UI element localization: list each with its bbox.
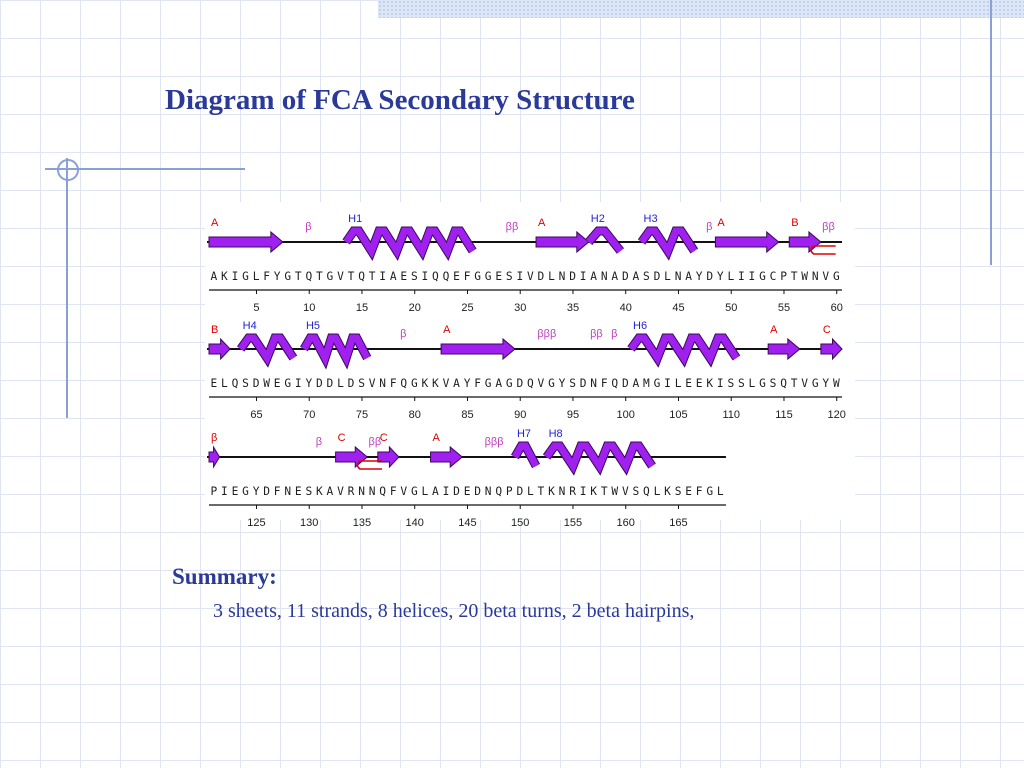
- strand-arrow: [431, 447, 463, 467]
- strand-arrow: [441, 339, 515, 359]
- ruler-tick-label: 65: [250, 409, 263, 421]
- ruler-tick-label: 60: [830, 302, 843, 314]
- helix-label: H3: [643, 213, 658, 225]
- beta-turn-label: β: [611, 328, 618, 340]
- strand-label: A: [432, 432, 440, 444]
- ruler-tick-label: 35: [566, 302, 580, 314]
- ruler-tick-label: 140: [405, 517, 424, 529]
- ruler-tick-label: 70: [303, 409, 316, 421]
- ruler-tick-label: 45: [672, 302, 685, 314]
- strand-label: C: [822, 324, 831, 336]
- decorative-ring-icon: [57, 159, 79, 181]
- strand-label: A: [211, 217, 219, 229]
- ruler-tick-label: 5: [253, 302, 260, 314]
- sequence-line: A K I G L F Y G T Q T G V T Q T I A E S I Q Q E F G G E S I V D L N D I A N A D A S D L N A Y D Y L I I G C P T W N V G: [210, 270, 840, 283]
- helix-label: H5: [305, 320, 321, 332]
- summary-heading: Summary:: [172, 564, 277, 589]
- strand-label: A: [443, 324, 451, 336]
- strand-label: A: [717, 217, 725, 229]
- strand-arrow: [768, 339, 800, 359]
- ruler-tick-label: 55: [777, 302, 791, 314]
- strand-label: B: [791, 217, 799, 229]
- strand-label: C: [337, 432, 346, 444]
- helix-label: H2: [590, 213, 605, 225]
- strand-label: A: [770, 324, 778, 336]
- ruler-tick-label: 130: [300, 517, 319, 529]
- ruler-tick-label: 165: [669, 517, 688, 529]
- strand-arrow: [209, 339, 230, 359]
- header-dotted-band: [378, 0, 1024, 18]
- ruler-tick-label: 80: [408, 409, 421, 421]
- beta-turn-label: β: [400, 328, 407, 340]
- ruler-tick-label: 100: [616, 409, 635, 421]
- strand-arrow: [378, 447, 399, 467]
- helix-label: H7: [516, 428, 532, 440]
- sequence-line: P I E G Y D F N E S K A V R N N Q F V G L A I D E D N Q P D L T K N R I K T W V S Q L K S E F G L: [210, 485, 724, 498]
- beta-turn-label: β: [305, 221, 312, 233]
- beta-turn-label: β: [315, 436, 323, 448]
- secondary-structure-diagram: [205, 202, 855, 529]
- helix-label: H6: [633, 320, 648, 332]
- ruler-tick-label: 75: [355, 409, 369, 421]
- secondary-structure-svg: [205, 202, 855, 529]
- ruler-tick-label: 20: [408, 302, 421, 314]
- strand-arrow: [821, 339, 842, 359]
- ruler-tick-label: 40: [619, 302, 632, 314]
- beta-turn-label: ββ: [505, 221, 519, 233]
- ruler-tick-label: 85: [461, 409, 474, 421]
- ruler-tick-label: 90: [514, 409, 527, 421]
- ruler-tick-label: 30: [514, 302, 527, 314]
- beta-turn-label: ββ: [822, 221, 835, 233]
- ruler-tick-label: 10: [303, 302, 316, 314]
- ruler-tick-label: 155: [563, 517, 583, 529]
- strand-label: C: [379, 432, 388, 444]
- ruler-tick-label: 125: [247, 517, 266, 529]
- strand-arrow: [789, 232, 821, 252]
- decorative-vertical-rule: [990, 0, 992, 265]
- ruler-tick-label: 120: [827, 409, 846, 421]
- beta-turn-label: ββ: [590, 328, 603, 340]
- ruler-tick-label: 160: [616, 517, 635, 529]
- strand-arrow: [336, 447, 368, 467]
- beta-turn-label: βββ: [484, 436, 504, 448]
- ruler-tick-label: 95: [566, 409, 580, 421]
- ruler-tick-label: 50: [725, 302, 738, 314]
- strand-label: B: [211, 324, 219, 336]
- decorative-left-rule: [66, 158, 68, 418]
- ruler-tick-label: 15: [355, 302, 369, 314]
- ruler-tick-label: 145: [458, 517, 477, 529]
- strand-arrow: [715, 232, 778, 252]
- helix-label: H4: [242, 320, 257, 332]
- beta-turn-label: ββ: [368, 436, 382, 448]
- ruler-tick-label: 110: [722, 409, 740, 421]
- beta-turn-label: βββ: [537, 328, 557, 340]
- strand-arrow: [209, 447, 220, 467]
- strand-arrow: [209, 232, 283, 252]
- helix-label: H8: [548, 428, 563, 440]
- strand-label: A: [538, 217, 546, 229]
- ruler-tick-label: 115: [775, 409, 793, 421]
- ruler-tick-label: 25: [461, 302, 474, 314]
- slide-title: Diagram of FCA Secondary Structure: [165, 84, 635, 116]
- ruler-tick-label: 135: [352, 517, 372, 529]
- ruler-tick-label: 150: [511, 517, 530, 529]
- summary-text: 3 sheets, 11 strands, 8 helices, 20 beta turns, 2 beta hairpins,: [213, 600, 695, 622]
- helix-label: H1: [348, 213, 363, 225]
- strand-arrow: [536, 232, 589, 252]
- beta-turn-label: β: [706, 221, 713, 233]
- sequence-line: E L Q S D W E G I Y D D L D S V N F Q G K K V A Y F G A G D Q V G Y S D N F Q D A M G I L E E K I S S L G S Q T V G Y W: [210, 377, 840, 390]
- strand-label: β: [211, 432, 218, 444]
- ruler-tick-label: 105: [669, 409, 688, 421]
